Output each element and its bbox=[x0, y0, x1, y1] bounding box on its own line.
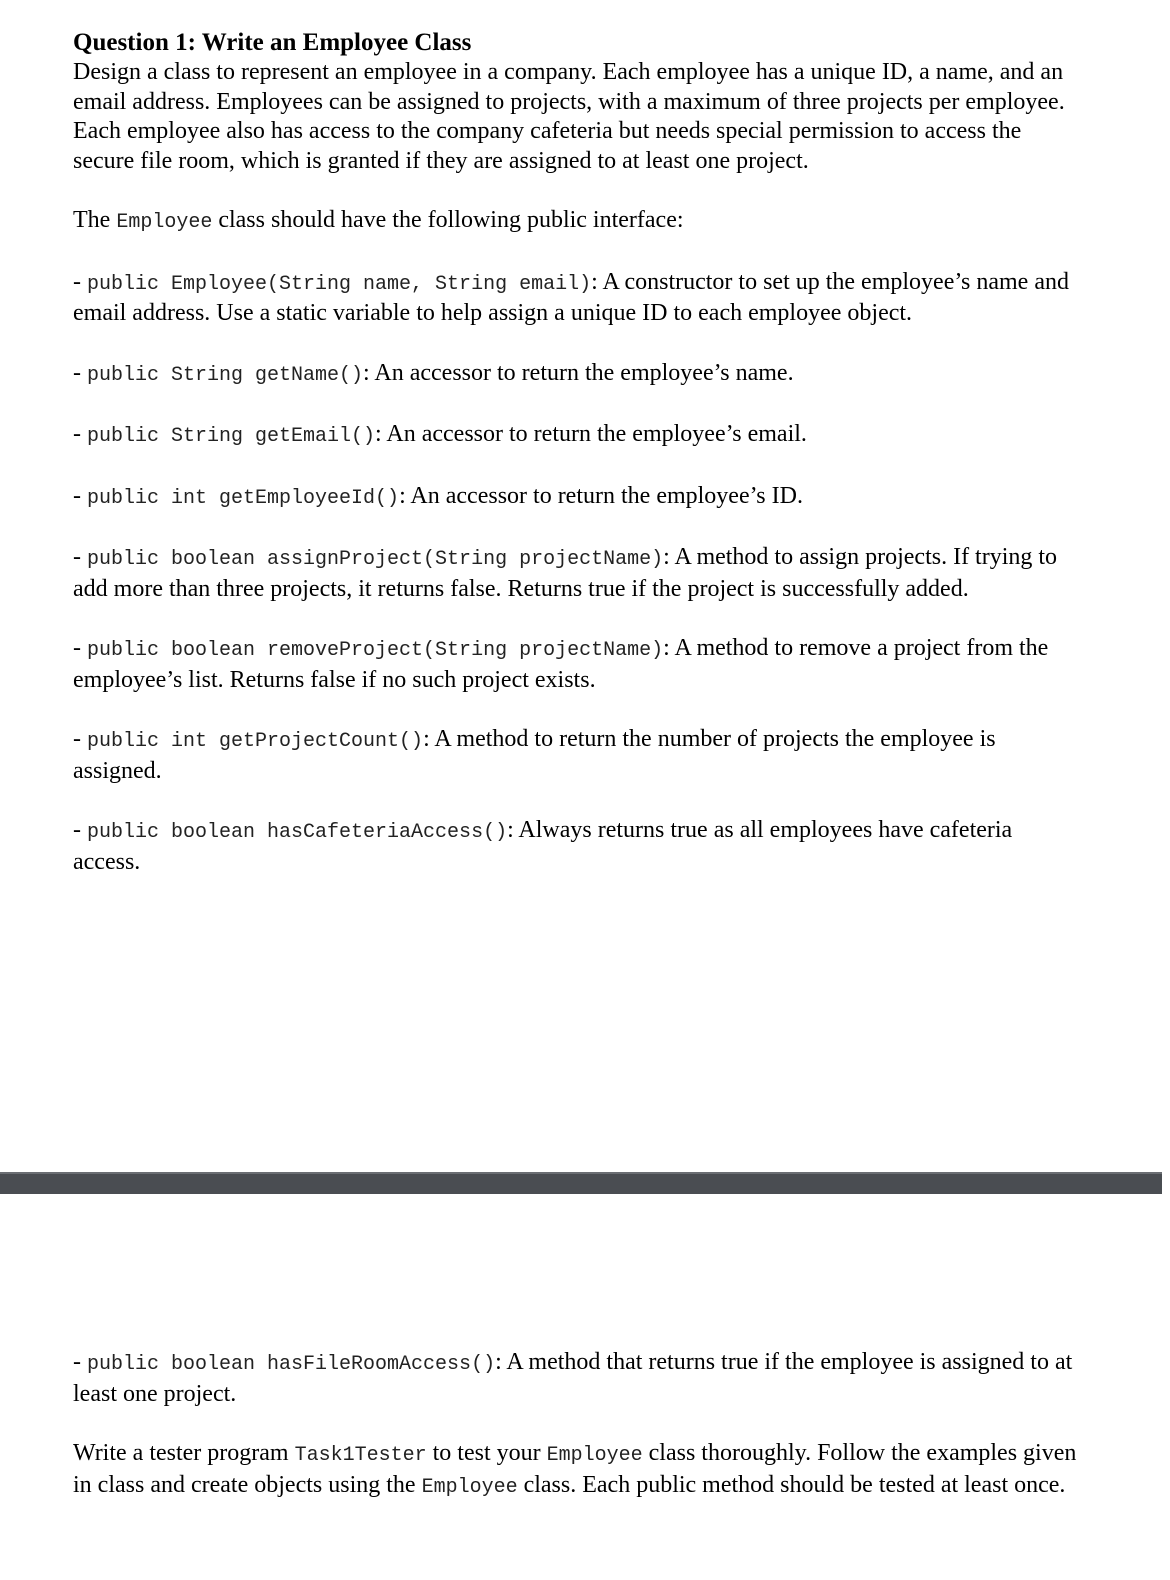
method-constructor: - public Employee(String name, String email): A constructor to set up the employee’s name and email address. Use a static variable to help assign a unique ID to each employee object. bbox=[73, 268, 1069, 326]
method-has-cafeteria-access: - public boolean hasCafeteriaAccess(): Always returns true as all employees have cafeteria access. bbox=[73, 817, 1013, 875]
page-1-content bbox=[73, 28, 1083, 877]
method-get-email: - public String getEmail(): An accessor to return the employee’s email. bbox=[73, 421, 807, 448]
tester-class-code: Task1Tester bbox=[294, 1444, 427, 1467]
method-description: An accessor to return the employee’s email. bbox=[386, 421, 807, 447]
interface-class-code: Employee bbox=[116, 211, 213, 234]
method-remove-project: - public boolean removeProject(String projectName): A method to remove a project from the employee’s list. Returns false if no such project exists. bbox=[73, 635, 1049, 693]
method-get-employee-id: - public int getEmployeeId(): An accessor to return the employee’s ID. bbox=[73, 482, 803, 510]
method-description: An accessor to return the employee’s name. bbox=[374, 359, 794, 386]
method-signature: public Employee(String name, String email) bbox=[87, 272, 592, 296]
method-description: A method to assign projects. If trying to add more than three projects, it returns false. Returns true if the project is successfully added. bbox=[73, 544, 1058, 602]
method-description: A method that returns true if the employee is assigned to at least one project. bbox=[73, 1349, 1073, 1407]
employee-class-code: Employee bbox=[546, 1444, 643, 1467]
method-description: Always returns true as all employees have cafeteria access. bbox=[73, 817, 1013, 875]
method-signature: public boolean removeProject(String projectName) bbox=[87, 639, 664, 662]
method-description: A method to return the number of projects the employee is assigned. bbox=[73, 726, 996, 784]
method-signature: public boolean hasFileRoomAccess() bbox=[87, 1353, 496, 1376]
method-signature: public String getEmail() bbox=[87, 425, 376, 448]
method-signature: public int getProjectCount() bbox=[87, 730, 424, 753]
method-get-project-count: - public int getProjectCount(): A method to return the number of projects the employee is assigned. bbox=[73, 726, 996, 784]
method-get-name: - public String getName(): An accessor to return the employee’s name. bbox=[73, 359, 794, 387]
method-signature: public int getEmployeeId() bbox=[87, 486, 400, 510]
method-signature: public String getName() bbox=[87, 363, 364, 387]
question-title: Question 1: Write an Employee Class bbox=[73, 29, 472, 56]
employee-class-code: Employee bbox=[421, 1475, 518, 1499]
method-description: A constructor to set up the employee’s name and email address. Use a static variable to help assign a unique ID to each employee object. bbox=[73, 268, 1069, 326]
page-separator bbox=[0, 1172, 1162, 1194]
tester-instructions: Write a tester program Task1Tester to test your Employee class thoroughly. Follow the examples given in class and create objects using the Employee class. Each public method should be tested at least once. bbox=[73, 1440, 1077, 1499]
method-has-file-room-access: - public boolean hasFileRoomAccess(): A method that returns true if the employee is assigned to at least one project. bbox=[73, 1349, 1073, 1407]
question-intro: Design a class to represent an employee in a company. Each employee has a unique ID, a name, and an email address. Employees can be assigned to projects, with a maximum of three projects per employee. Each employee also has access to the company cafeteria but needs special permission to access the secure file room, which is granted if they are assigned to at least one project. bbox=[73, 59, 1065, 174]
method-description: A method to remove a project from the employee’s list. Returns false if no such project exists. bbox=[73, 635, 1049, 693]
method-description: An accessor to return the employee’s ID. bbox=[410, 482, 803, 509]
method-signature: public boolean assignProject(String projectName) bbox=[87, 548, 664, 571]
interface-heading bbox=[73, 206, 1083, 238]
interface-suffix: class should have the following public interface: bbox=[212, 207, 684, 233]
method-signature: public boolean hasCafeteriaAccess() bbox=[87, 821, 508, 844]
page-2-content bbox=[73, 1348, 1083, 1502]
interface-prefix: The bbox=[73, 207, 117, 233]
method-assign-project: - public boolean assignProject(String projectName): A method to assign projects. If trying to add more than three projects, it returns false. Returns true if the project is successfully added. bbox=[73, 544, 1058, 602]
